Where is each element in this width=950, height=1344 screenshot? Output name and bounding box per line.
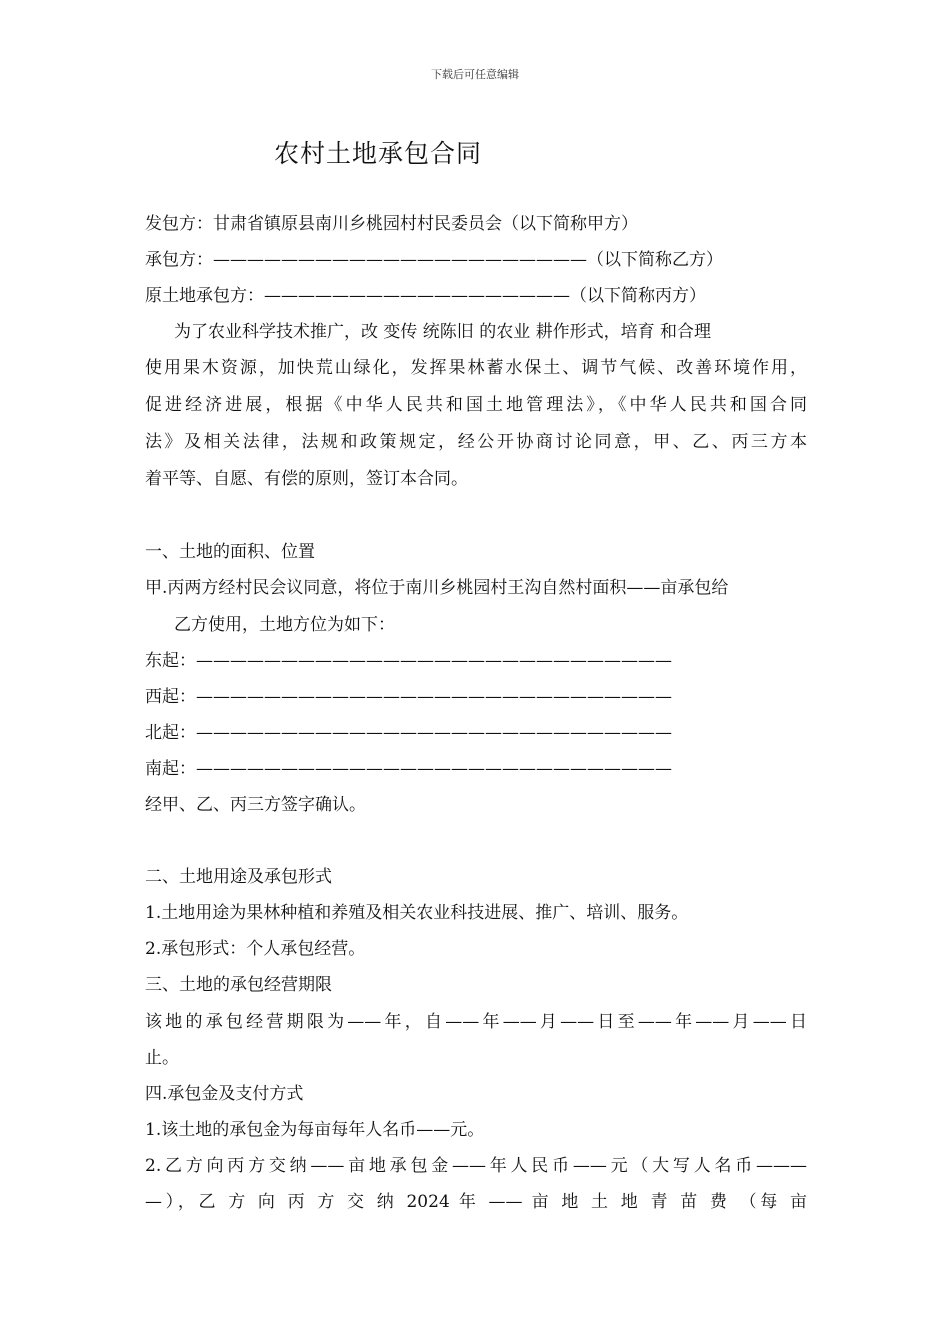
page-header: 下载后可任意编辑 [431, 68, 519, 81]
boundary-north: 北起：———————————————————————————— [145, 723, 672, 743]
preamble-line-1: 为了农业科学技术推广，改 变传 统陈旧 的农业 耕作形式，培育 和合理 [174, 322, 712, 342]
section-2-heading: 二、土地用途及承包形式 [145, 867, 332, 887]
section-2-item-1: 1.土地用途为果林种植和养殖及相关农业科技进展、推广、培训、服务。 [145, 903, 689, 923]
preamble-line-5: 着平等、自愿、有偿的原则，签订本合同。 [145, 469, 468, 489]
section-3-line-1: 该地的承包经营期限为——年，自——年——月——日至——年——月——日 [145, 1012, 807, 1032]
preamble-line-4: 法》及相关法律，法规和政策规定，经公开协商讨论同意，甲、乙、丙三方本 [145, 432, 807, 452]
contract-title: 农村土地承包合同 [274, 139, 483, 168]
section-1-line-1: 甲.丙两方经村民会议同意，将位于南川乡桃园村王沟自然村面积——亩承包给 [145, 578, 729, 598]
party-c-line: 原土地承包方：——————————————————（以下简称丙方） [145, 286, 706, 306]
section-4-item-1: 1.该土地的承包金为每亩每年人名币——元。 [145, 1120, 485, 1140]
section-4-item-2: 2.乙方向丙方交纳——亩地承包金——年人民币——元（大写人名币——— [145, 1156, 807, 1176]
section-1-heading: 一、土地的面积、位置 [145, 542, 315, 562]
preamble-line-3: 促进经济进展，根据《中华人民共和国土地管理法》，《中华人民共和国合同 [145, 395, 807, 415]
boundary-west: 西起：———————————————————————————— [145, 687, 672, 707]
section-3-line-2: 止。 [145, 1048, 179, 1068]
section-4-item-2-cont: —），乙 方 向 丙 方 交 纳 2024 年 —— 亩 地 土 地 青 苗 费 （每 亩 [145, 1192, 808, 1212]
section-1-line-2: 乙方使用，土地方位为如下： [174, 615, 395, 635]
section-4-heading: 四.承包金及支付方式 [145, 1084, 304, 1104]
section-3-heading: 三、土地的承包经营期限 [145, 975, 332, 995]
party-a-line: 发包方：甘肃省镇原县南川乡桃园村村民委员会（以下简称甲方） [145, 214, 638, 234]
preamble-line-2: 使用果木资源，加快荒山绿化，发挥果林蓄水保土、调节气候、改善环境作用， [145, 358, 807, 378]
section-1-confirm: 经甲、乙、丙三方签字确认。 [145, 795, 366, 815]
party-b-line: 承包方：——————————————————————（以下简称乙方） [145, 250, 723, 270]
boundary-east: 东起：———————————————————————————— [145, 651, 672, 671]
section-2-item-2: 2.承包形式：个人承包经营。 [145, 939, 366, 959]
boundary-south: 南起：———————————————————————————— [145, 759, 672, 779]
